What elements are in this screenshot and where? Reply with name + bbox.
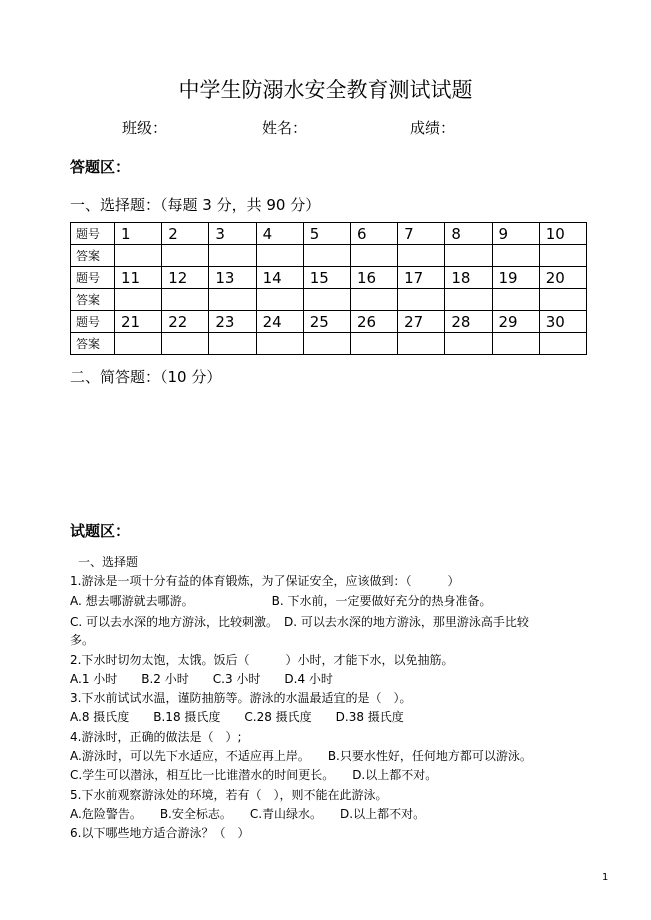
table-row	[71, 223, 587, 245]
question-number-cell: 18	[445, 267, 492, 289]
question-number-cell: 29	[492, 311, 539, 333]
question-number-cell: 25	[303, 311, 350, 333]
answer-cell[interactable]	[398, 333, 445, 355]
score-label: 成绩：	[410, 119, 456, 137]
question-number-cell: 21	[115, 311, 162, 333]
question-number-cell: 1	[115, 223, 162, 245]
row-label-number: 题号	[71, 267, 115, 289]
option-line: A.1 小时 B.2 小时 C.3 小时 D.4 小时	[70, 672, 333, 686]
answer-cell[interactable]	[445, 245, 492, 267]
question-line: 3.下水前试试水温，谨防抽筋等。游泳的水温最适宜的是（ ）。	[70, 691, 412, 705]
question-number-cell: 28	[445, 311, 492, 333]
answer-cell[interactable]	[350, 289, 397, 311]
question-line: 6.以下哪些地方适合游泳？（ ）	[70, 826, 250, 840]
question-number-cell: 4	[256, 223, 303, 245]
answer-cell[interactable]	[303, 245, 350, 267]
answer-cell[interactable]	[445, 289, 492, 311]
question-number-cell: 10	[539, 223, 586, 245]
answer-cell[interactable]	[256, 289, 303, 311]
answer-cell[interactable]	[539, 289, 586, 311]
answer-cell[interactable]	[539, 333, 586, 355]
table-row	[71, 333, 587, 355]
question-number-cell: 12	[162, 267, 209, 289]
question-number-cell: 6	[350, 223, 397, 245]
question-area-heading: 试题区：	[70, 522, 131, 540]
question-number-cell: 14	[256, 267, 303, 289]
answer-cell[interactable]	[256, 245, 303, 267]
part1-title: 一、选择题：（每题 3 分，共 90 分）	[70, 196, 321, 214]
question-number-cell: 8	[445, 223, 492, 245]
answer-cell[interactable]	[162, 245, 209, 267]
question-line: 2.下水时切勿太饱，太饿。饭后（ ）小时，才能下水，以免抽筋。	[70, 653, 454, 667]
answer-cell[interactable]	[445, 333, 492, 355]
page-title: 中学生防溺水安全教育测试试题	[178, 78, 473, 102]
question-line: 5.下水前观察游泳处的环境，若有（ ），则不能在此游泳。	[70, 788, 388, 802]
question-number-cell: 19	[492, 267, 539, 289]
question-number-cell: 26	[350, 311, 397, 333]
row-label-number: 题号	[71, 311, 115, 333]
answer-cell[interactable]	[350, 245, 397, 267]
option-line: 多。	[70, 633, 95, 647]
question-number-cell: 3	[209, 223, 256, 245]
answer-cell[interactable]	[162, 289, 209, 311]
question-number-cell: 23	[209, 311, 256, 333]
answer-cell[interactable]	[115, 333, 162, 355]
question-number-cell: 16	[350, 267, 397, 289]
option-line: C.学生可以潜泳，相互比一比谁潜水的时间更长。 D.以上都不对。	[70, 768, 438, 782]
row-label-number: 题号	[71, 223, 115, 245]
table-row	[71, 311, 587, 333]
answer-cell[interactable]	[350, 333, 397, 355]
page-number: 1	[602, 872, 609, 883]
question-number-cell: 13	[209, 267, 256, 289]
question-number-cell: 7	[398, 223, 445, 245]
option-line: A. 想去哪游就去哪游。 B. 下水前，一定要做好充分的热身准备。	[70, 594, 492, 608]
answer-cell[interactable]	[398, 289, 445, 311]
option-line: A.游泳时，可以先下水适应，不适应再上岸。 B.只要水性好，任何地方都可以游泳。	[70, 749, 532, 763]
answer-cell[interactable]	[209, 289, 256, 311]
part2-title: 二、简答题：（10 分）	[70, 368, 222, 386]
question-number-cell: 5	[303, 223, 350, 245]
answer-cell[interactable]	[209, 245, 256, 267]
answer-cell[interactable]	[539, 245, 586, 267]
question-number-cell: 22	[162, 311, 209, 333]
row-label-answer: 答案	[71, 333, 115, 355]
answer-cell[interactable]	[398, 245, 445, 267]
question-line: 1.游泳是一项十分有益的体育锻炼，为了保证安全，应该做到：（ ）	[70, 574, 460, 588]
table-row	[71, 245, 587, 267]
table-row	[71, 289, 587, 311]
question-number-cell: 2	[162, 223, 209, 245]
name-label: 姓名：	[262, 119, 308, 137]
answer-cell[interactable]	[492, 333, 539, 355]
question-number-cell: 9	[492, 223, 539, 245]
answer-cell[interactable]	[115, 245, 162, 267]
answer-area-heading: 答题区：	[70, 158, 131, 176]
answer-cell[interactable]	[115, 289, 162, 311]
answer-table	[70, 222, 587, 355]
answer-cell[interactable]	[162, 333, 209, 355]
answer-cell[interactable]	[303, 289, 350, 311]
question-number-cell: 11	[115, 267, 162, 289]
option-line: C. 可以去水深的地方游泳，比较刺激。 D. 可以去水深的地方游泳，那里游泳高手比较	[70, 615, 529, 629]
question-number-cell: 24	[256, 311, 303, 333]
row-label-answer: 答案	[71, 245, 115, 267]
answer-cell[interactable]	[492, 289, 539, 311]
answer-cell[interactable]	[303, 333, 350, 355]
question-number-cell: 20	[539, 267, 586, 289]
row-label-answer: 答案	[71, 289, 115, 311]
question-number-cell: 30	[539, 311, 586, 333]
class-label: 班级：	[122, 119, 168, 137]
question-line: 4.游泳时，正确的做法是（ ）;	[70, 730, 242, 744]
option-line: A.8 摄氏度 B.18 摄氏度 C.28 摄氏度 D.38 摄氏度	[70, 710, 404, 724]
question-number-cell: 27	[398, 311, 445, 333]
table-row	[71, 267, 587, 289]
question-section-title: 一、选择题	[78, 555, 139, 569]
answer-cell[interactable]	[492, 245, 539, 267]
question-number-cell: 17	[398, 267, 445, 289]
answer-cell[interactable]	[256, 333, 303, 355]
answer-cell[interactable]	[209, 333, 256, 355]
question-number-cell: 15	[303, 267, 350, 289]
option-line: A.危险警告。 B.安全标志。 C.青山绿水。 D.以上都不对。	[70, 807, 426, 821]
